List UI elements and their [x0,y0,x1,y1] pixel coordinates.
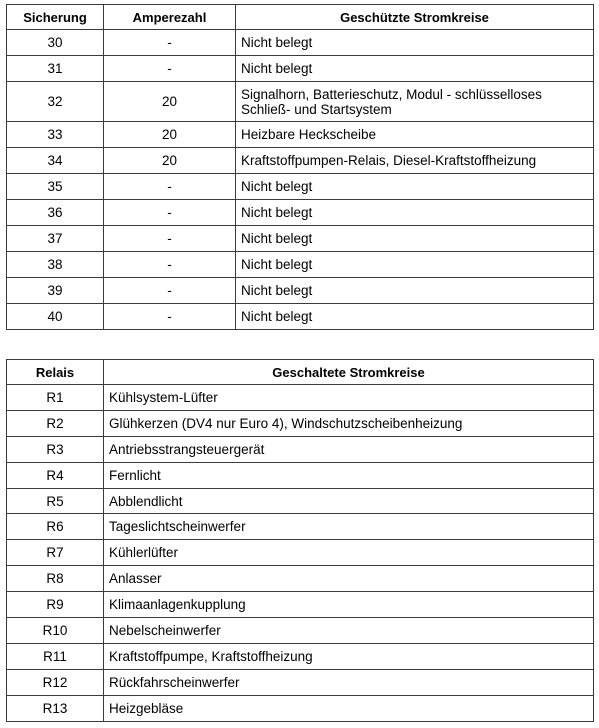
relay-circuits: Anlasser [104,566,594,592]
relay-circuits: Fernlicht [104,462,594,488]
table-row [7,695,594,721]
relay-id: R5 [7,488,104,514]
relay-circuits: Antriebsstrangsteuergerät [104,436,594,462]
fuse-number: 31 [7,56,104,82]
fuse-circuits: Nicht belegt [236,252,594,278]
table-row [7,56,594,82]
fuse-amperage: - [104,56,236,82]
table-row [7,200,594,226]
fuse-circuits: Nicht belegt [236,30,594,56]
fuse-circuits: Nicht belegt [236,200,594,226]
table-row [7,278,594,304]
table-row [7,410,594,436]
fuse-number: 33 [7,122,104,148]
fuse-number: 35 [7,174,104,200]
relay-id: R2 [7,410,104,436]
relay-circuits: Nebelscheinwerfer [104,618,594,644]
table-row [7,669,594,695]
relay-id: R4 [7,462,104,488]
fuse-number: 39 [7,278,104,304]
relay-table-header-row [7,360,594,385]
fuse-amperage: - [104,200,236,226]
relay-id: R1 [7,385,104,411]
fuse-amperage: 20 [104,82,236,122]
relay-circuits: Klimaanlagenkupplung [104,592,594,618]
fuse-circuits: Nicht belegt [236,304,594,330]
fuse-amperage: - [104,30,236,56]
relay-id: R3 [7,436,104,462]
fuse-amperage: - [104,304,236,330]
fuse-number: 38 [7,252,104,278]
table-row [7,385,594,411]
fuse-number: 37 [7,226,104,252]
table-row [7,488,594,514]
table-row [7,226,594,252]
fuse-amperage: - [104,278,236,304]
fuse-circuits: Nicht belegt [236,278,594,304]
relay-circuits: Heizgebläse [104,695,594,721]
relay-circuits: Abblendlicht [104,488,594,514]
relay-circuits: Kühlsystem-Lüfter [104,385,594,411]
table-row [7,514,594,540]
relay-id: R13 [7,695,104,721]
relay-id: R7 [7,540,104,566]
table-row [7,304,594,330]
fuse-amperage: 20 [104,148,236,174]
table-row [7,122,594,148]
table-row [7,148,594,174]
relay-id: R6 [7,514,104,540]
fuse-amperage: - [104,252,236,278]
relay-id: R9 [7,592,104,618]
fuse-number: 40 [7,304,104,330]
table-row [7,82,594,122]
fuse-circuits: Nicht belegt [236,174,594,200]
relay-circuits: Kühlerlüfter [104,540,594,566]
relay-header-relay: Relais [7,360,104,385]
fuse-number: 30 [7,30,104,56]
fuse-circuits: Signalhorn, Batterieschutz, Modul - schlüsselloses Schließ- und Startsystem [236,82,594,122]
fuse-header-circuits: Geschützte Stromkreise [236,5,594,30]
table-row [7,436,594,462]
fuse-circuits: Nicht belegt [236,226,594,252]
relay-circuits: Tageslichtscheinwerfer [104,514,594,540]
fuse-amperage: 20 [104,122,236,148]
table-row [7,462,594,488]
relay-id: R11 [7,643,104,669]
fuse-circuits: Kraftstoffpumpen-Relais, Diesel-Kraftstoffheizung [236,148,594,174]
fuse-amperage: - [104,226,236,252]
fuse-number: 32 [7,82,104,122]
table-row [7,618,594,644]
relay-id: R8 [7,566,104,592]
fuse-number: 36 [7,200,104,226]
relay-circuits: Kraftstoffpumpe, Kraftstoffheizung [104,643,594,669]
relay-id: R10 [7,618,104,644]
fuse-header-amperage: Amperezahl [104,5,236,30]
fuse-header-fuse: Sicherung [7,5,104,30]
fuse-table-header-row [7,5,594,30]
table-row [7,592,594,618]
fuse-amperage: - [104,174,236,200]
table-row [7,643,594,669]
table-row [7,540,594,566]
table-row [7,174,594,200]
relay-circuits: Rückfahrscheinwerfer [104,669,594,695]
table-row [7,566,594,592]
fuse-circuits: Heizbare Heckscheibe [236,122,594,148]
fuse-table [6,4,594,330]
table-row [7,30,594,56]
table-row [7,252,594,278]
fuse-circuits: Nicht belegt [236,56,594,82]
relay-header-circuits: Geschaltete Stromkreise [104,360,594,385]
relay-circuits: Glühkerzen (DV4 nur Euro 4), Windschutzscheibenheizung [104,410,594,436]
relay-table [6,359,594,722]
relay-id: R12 [7,669,104,695]
fuse-number: 34 [7,148,104,174]
